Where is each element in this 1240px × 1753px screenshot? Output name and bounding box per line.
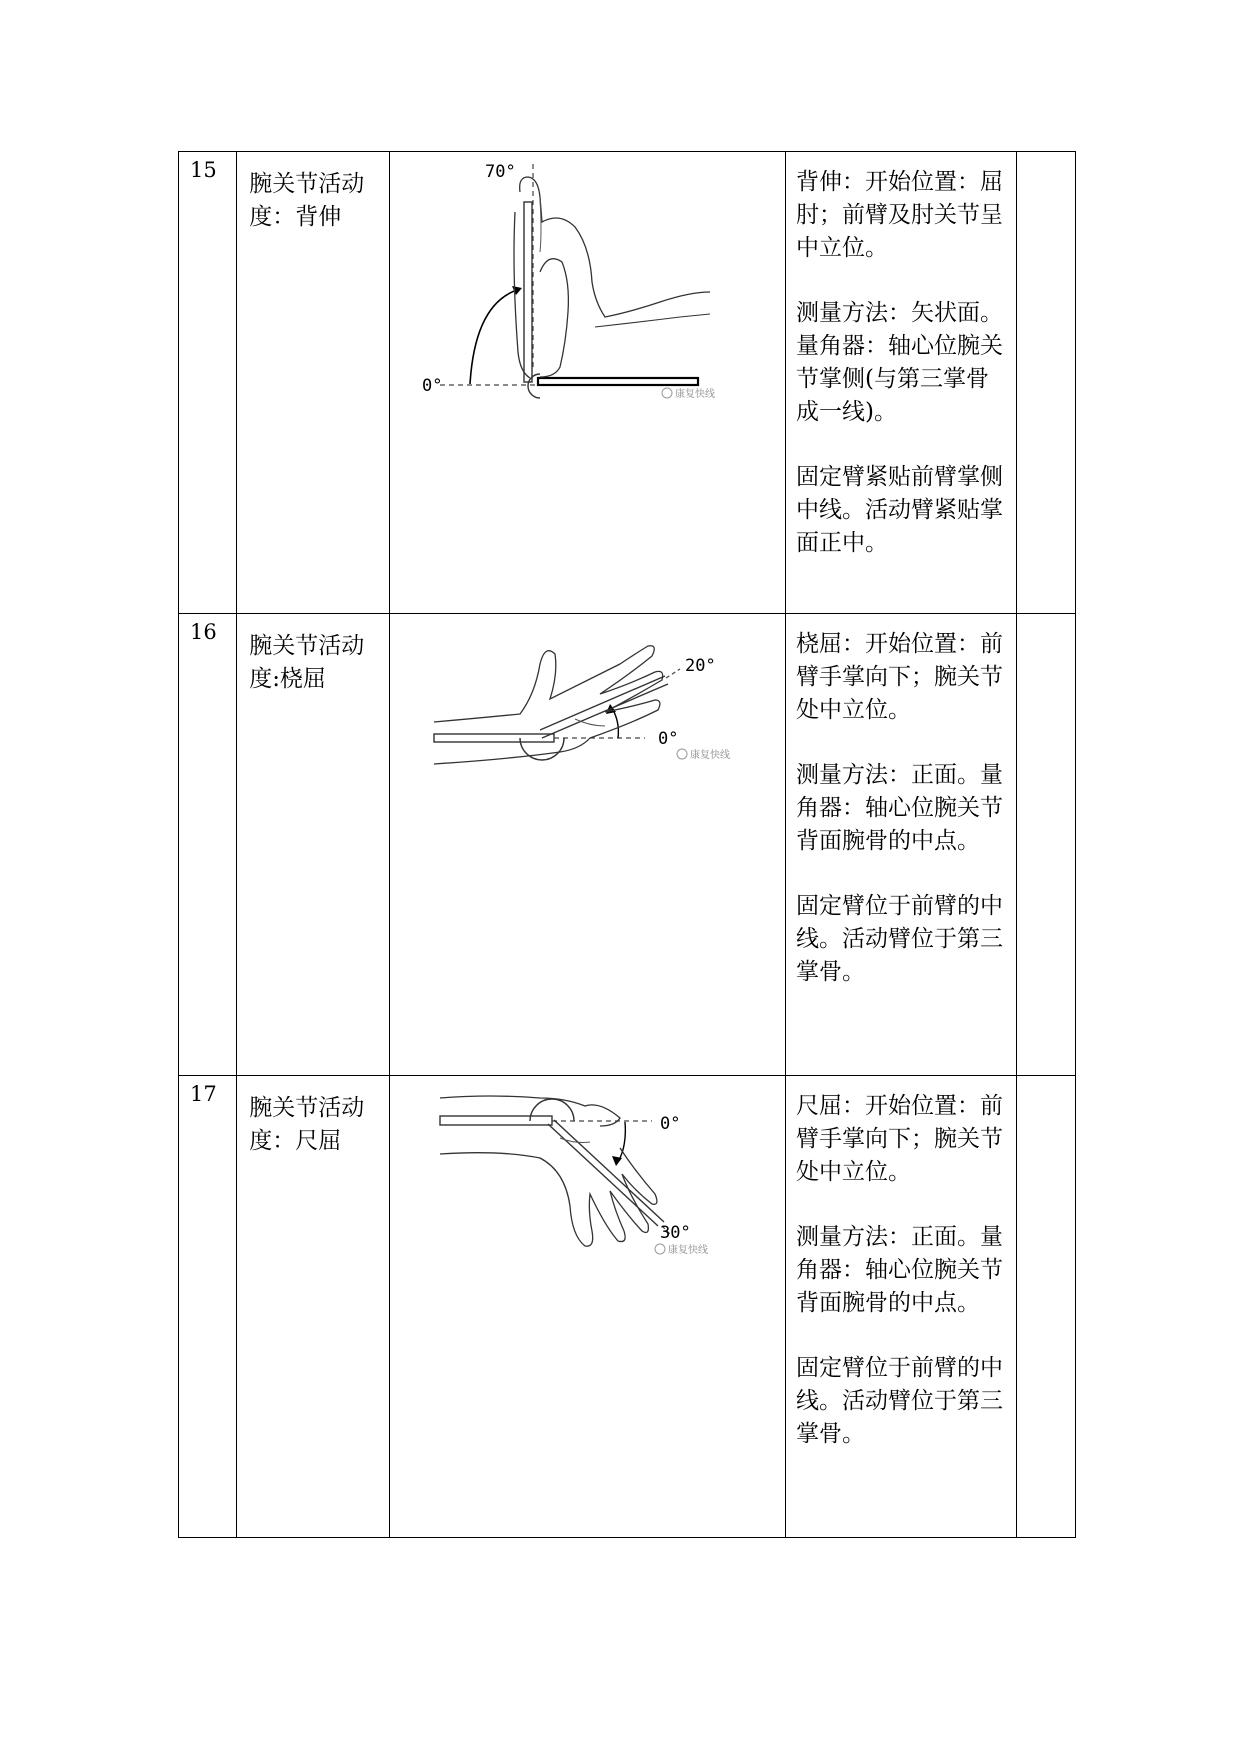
item-name: 腕关节活动度:桡屈 (249, 633, 365, 692)
max-reference-line (666, 669, 680, 678)
watermark-icon (655, 1244, 665, 1254)
goniometer-moving-arm (524, 202, 532, 382)
watermark: 康复快线 (689, 750, 730, 761)
hand-outline-top (519, 177, 709, 317)
motion-arc (618, 1122, 625, 1162)
hand-outline (434, 646, 663, 764)
start-position-text: 尺屈：开始位置：前臂手掌向下；腕关节处中立位。 (796, 1093, 1003, 1185)
rom-measurement-table (178, 151, 1076, 1538)
wrist-radial-deviation-illustration (390, 614, 785, 784)
row-number: 17 (190, 1082, 217, 1106)
max-angle-label: 70° (484, 162, 516, 182)
figure-cell (389, 614, 785, 1076)
zero-angle-label: 0° (657, 729, 679, 749)
max-angle-label: 20° (684, 656, 716, 676)
goniometer-fixed-arm (440, 1116, 552, 1125)
row-number: 15 (190, 158, 217, 182)
table-row (179, 1076, 1076, 1538)
extra-cell (1016, 614, 1075, 1076)
row-number-cell (179, 1076, 237, 1538)
arm-placement-text: 固定臂紧贴前臂掌侧中线。活动臂紧贴掌面正中。 (796, 464, 1003, 556)
max-angle-label: 30° (659, 1223, 691, 1243)
goniometer-fixed-arm (538, 378, 698, 385)
thumb-outline (540, 259, 568, 377)
arm-placement-text: 固定臂位于前臂的中线。活动臂位于第三掌骨。 (796, 893, 1003, 985)
wrist-ulnar-deviation-illustration (390, 1076, 785, 1266)
zero-angle-label: 0° (659, 1114, 681, 1134)
palm-outline (514, 212, 530, 378)
start-position-text: 背伸：开始位置：屈肘；前臂及肘关节呈中立位。 (796, 169, 1003, 261)
item-name: 腕关节活动度：尺屈 (249, 1095, 365, 1154)
zero-angle-label: 0° (421, 376, 443, 396)
watermark-icon (662, 388, 672, 398)
description-cell (786, 152, 1017, 614)
figure-cell (389, 1076, 785, 1538)
item-name-cell (237, 152, 390, 614)
finger-crease (540, 200, 541, 252)
extra-cell (1016, 1076, 1075, 1538)
row-number-cell (179, 152, 237, 614)
measurement-method-text: 测量方法：正面。量角器：轴心位腕关节背面腕骨的中点。 (796, 1224, 1003, 1316)
watermark: 康复快线 (667, 1245, 708, 1256)
motion-arc (470, 289, 520, 384)
item-name-cell (237, 614, 390, 1076)
start-position-text: 桡屈：开始位置：前臂手掌向下；腕关节处中立位。 (796, 631, 1003, 723)
arm-placement-text: 固定臂位于前臂的中线。活动臂位于第三掌骨。 (796, 1355, 1003, 1447)
measurement-method-text: 测量方法：正面。量角器：轴心位腕关节背面腕骨的中点。 (796, 762, 1003, 854)
table-row (179, 152, 1076, 614)
extra-cell (1016, 152, 1075, 614)
table-row (179, 614, 1076, 1076)
hand-outline-fingers (440, 1148, 657, 1246)
item-name: 腕关节活动度：背伸 (249, 171, 365, 230)
measurement-method-text: 测量方法：矢状面。量角器：轴心位腕关节掌侧(与第三掌骨成一线)。 (796, 300, 1003, 425)
description-cell (786, 614, 1017, 1076)
watermark-icon (677, 749, 687, 759)
wrist-extension-illustration (390, 152, 785, 402)
figure-cell (389, 152, 785, 614)
watermark: 康复快线 (674, 389, 715, 400)
item-name-cell (237, 1076, 390, 1538)
goniometer-fixed-arm (434, 734, 554, 742)
row-number-cell (179, 614, 237, 1076)
description-cell (786, 1076, 1017, 1538)
row-number: 16 (190, 620, 217, 644)
